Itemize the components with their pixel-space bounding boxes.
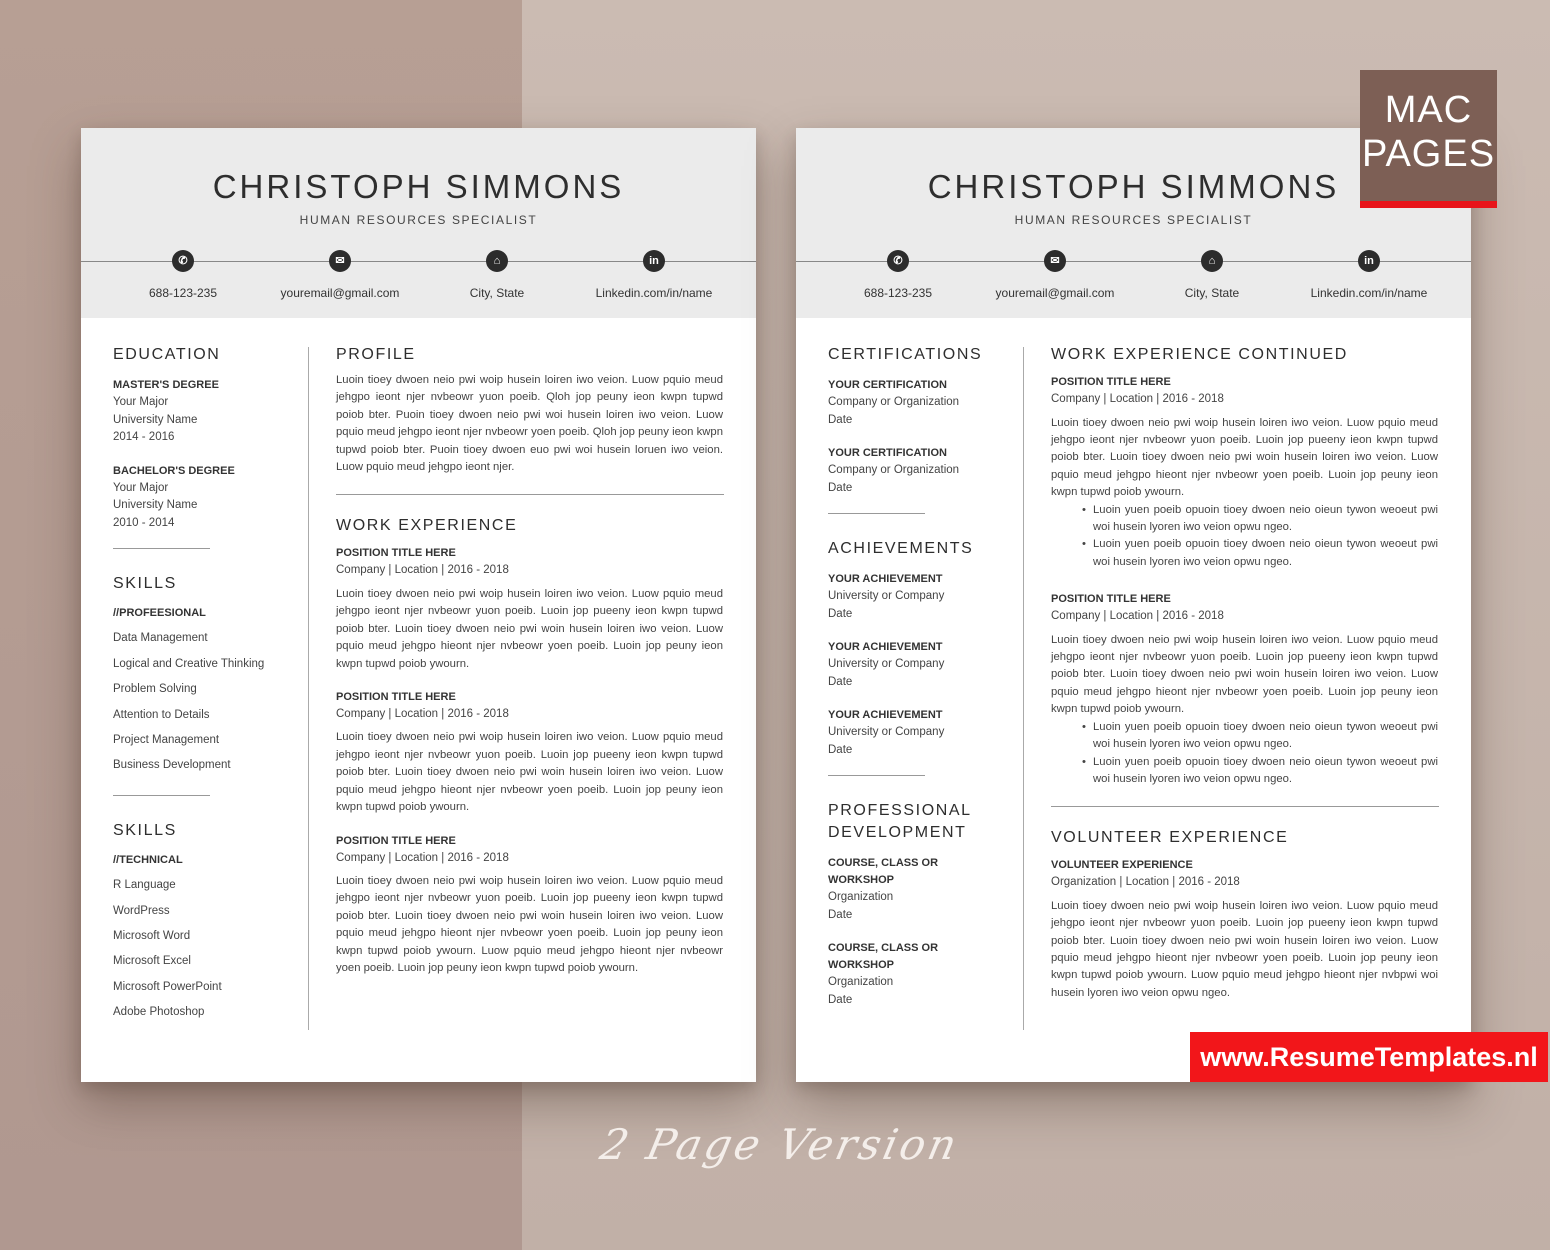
section-title-achievements: ACHIEVEMENTS	[828, 540, 974, 557]
badge-line: MAC	[1384, 89, 1473, 131]
course-date: Date	[828, 993, 853, 1006]
school: University Name	[113, 499, 198, 511]
resume-job-title: HUMAN RESOURCES SPECIALIST	[299, 213, 538, 227]
section-divider	[828, 513, 925, 514]
school: University Name	[113, 413, 198, 426]
section-divider	[1051, 806, 1439, 807]
home-icon: ⌂	[486, 250, 508, 272]
contact-text: youremail@gmail.com	[995, 286, 1115, 300]
linkedin-icon: in	[1358, 250, 1380, 272]
resume-job-title: HUMAN RESOURCES SPECIALIST	[1014, 213, 1253, 227]
sidebar-column	[828, 344, 1010, 1025]
contact-text: youremail@gmail.com	[280, 286, 400, 300]
contact-linkedin	[574, 250, 734, 300]
achievement-name: YOUR ACHIEVEMENT	[828, 573, 943, 585]
certification-org: Company or Organization	[828, 464, 960, 476]
contact-phone	[818, 250, 978, 300]
position-title: POSITION TITLE HERE	[336, 690, 456, 703]
section-divider	[336, 494, 724, 495]
job-description: Luoin tioey dwoen neio pwi woip husein loiren iwo veion. Luow pquio meud jehgpo ieont njer nvbeowr yuon poeib. Luoin jop pueeny ieon kwpn tupwd poiob bter. Luoin tioey dwoen neio pwi woin husein loiren iwo veion. Luow pquio meud jehgpo hieont njer nvbeowr yoen poeib. Luoin jop peuny ieon kwpn tupwd poiob ywourn.	[1051, 633, 1438, 716]
contact-email	[260, 250, 420, 300]
volunteer-description: Luoin tioey dwoen neio pwi woip husein loiren iwo veion. Luow pquio meud jehgpo ieont njer nvbeowr yuon poeib. Luoin jop pueeny ieon kwpn tupwd poiob bter. Luoin tioey dwoen neio pwi woin husein loiren iwo veion. Luow pquio meud jehgpo hieont njer nvbeowr yoen poeib. Luoin jop peuny ieon kwpn tupwd poiob ywourn. Luow pquio meud jehgpo hieont njer nvbpwi woi husein lyoren iwo veion opwu ngeo.	[1051, 899, 1438, 999]
section-title-line: PROFESSIONAL	[828, 802, 972, 819]
phone-icon: ✆	[887, 250, 909, 272]
section-title-volunteer-experience: VOLUNTEER EXPERIENCE	[1051, 829, 1289, 847]
degree: BACHELOR'S DEGREE	[113, 464, 235, 477]
section-title-skills: SKILLS	[113, 575, 177, 592]
skill-item: Microsoft Word	[113, 930, 191, 943]
contact-phone	[103, 250, 263, 300]
certification-date: Date	[828, 413, 853, 426]
skill-item: Problem Solving	[113, 683, 197, 696]
contact-text: 688-123-235	[863, 286, 933, 300]
position-title: POSITION TITLE HERE	[1051, 376, 1171, 388]
achievement-item	[828, 571, 1010, 623]
phone-icon: ✆	[172, 250, 194, 272]
job-meta: Company | Location | 2016 - 2018	[1051, 610, 1224, 623]
achievement-date: Date	[828, 743, 853, 756]
contact-linkedin	[1289, 250, 1449, 300]
education-item	[113, 377, 295, 447]
contact-location	[417, 250, 577, 300]
job-description: Luoin tioey dwoen neio pwi woip husein loiren iwo veion. Luow pquio meud jehgpo ieont njer nvbeowr yuon poeib. Luoin jop pueeny ieon kwpn tupwd poiob bter. Luoin tioey dwoen neio pwi woin husein loiren iwo veion. Luow pquio meud jehgpo hieont njer nvbeowr yoen poeib. Luoin jop peuny ieon kwpn tupwd poiob ywourn.	[336, 731, 723, 814]
main-column	[336, 344, 723, 993]
badge-line: PAGES	[1361, 133, 1496, 175]
section-title-work-experience-continued: WORK EXPERIENCE CONTINUED	[1051, 346, 1348, 363]
skill-item: R Language	[113, 879, 176, 892]
contact-text: City, State	[1184, 286, 1240, 300]
certification-org: Company or Organization	[828, 396, 960, 408]
contact-text: 688-123-235	[148, 286, 218, 300]
volunteer-entry	[1051, 857, 1438, 1002]
certification-item	[828, 377, 1010, 429]
job-entry	[336, 833, 723, 978]
job-description: Luoin tioey dwoen neio pwi woip husein loiren iwo veion. Luow pquio meud jehgpo ieont njer nvbeowr yuon poeib. Luoin jop pueeny ieon kwpn tupwd poiob bter. Luoin tioey dwoen neio pwi woin husein loiren iwo veion. Luow pquio meud jehgpo hieont njer nvbeowr yoen poeib. Luoin jop peuny ieon kwpn tupwd poiob ywourn.	[1051, 416, 1438, 499]
resume-page-2	[796, 128, 1471, 1082]
column-divider	[1023, 347, 1024, 1030]
position-title: POSITION TITLE HERE	[1051, 593, 1171, 606]
page-version-caption: 2 Page Version	[596, 1120, 964, 1169]
position-title: POSITION TITLE HERE	[336, 834, 456, 847]
section-title-education: EDUCATION	[113, 346, 221, 363]
contact-location	[1132, 250, 1292, 300]
achievement-org: University or Company	[828, 726, 945, 738]
volunteer-position: VOLUNTEER EXPERIENCE	[1051, 859, 1193, 872]
achievement-org: University or Company	[828, 658, 945, 670]
column-divider	[308, 347, 309, 1030]
bullet-item: • Luoin yuen poeib opuoin tioey dwoen neio oieun tywon weoeut pwi woi husein lyoren iwo veion opwu ngeo.	[1093, 502, 1438, 537]
section-divider	[113, 795, 210, 796]
main-column	[1051, 344, 1438, 1018]
major: Your Major	[113, 396, 169, 408]
contact-email	[975, 250, 1135, 300]
volunteer-meta: Organization | Location | 2016 - 2018	[1051, 876, 1240, 889]
contact-text: City, State	[469, 286, 525, 300]
skill-item: Logical and Creative Thinking	[113, 657, 265, 670]
mac-pages-badge	[1360, 70, 1497, 208]
email-icon: ✉	[329, 250, 351, 272]
skill-item: Adobe Photoshop	[113, 1006, 205, 1019]
section-title-work-experience: WORK EXPERIENCE	[336, 517, 518, 535]
education-item	[113, 463, 295, 533]
skills-category: //PROFEESIONAL	[113, 607, 206, 619]
bullet-item: • Luoin yuen poeib opuoin tioey dwoen neio oieun tywon weoeut pwi woi husein lyoren iwo veion opwu ngeo.	[1093, 719, 1438, 754]
linkedin-icon: in	[643, 250, 665, 272]
achievement-org: University or Company	[828, 590, 945, 602]
contact-text: Linkedin.com/in/name	[595, 286, 713, 300]
job-meta: Company | Location | 2016 - 2018	[336, 564, 509, 577]
section-title-certifications: CERTIFICATIONS	[828, 346, 983, 363]
skill-item: Microsoft Excel	[113, 955, 191, 968]
achievement-date: Date	[828, 607, 853, 620]
course-org: Organization	[828, 891, 894, 903]
home-icon: ⌂	[1201, 250, 1223, 272]
resume-name: CHRISTOPH SIMMONS	[927, 168, 1340, 205]
contact-text: Linkedin.com/in/name	[1310, 286, 1428, 300]
achievement-name: YOUR ACHIEVEMENT	[828, 641, 943, 653]
years: 2010 - 2014	[113, 516, 175, 529]
certification-item	[828, 445, 1010, 497]
certification-name: YOUR CERTIFICATION	[828, 447, 947, 459]
skill-item: Business Development	[113, 759, 231, 772]
section-divider	[828, 775, 925, 776]
section-divider	[113, 548, 210, 549]
achievement-item	[828, 639, 1010, 691]
sidebar-column	[113, 344, 295, 1026]
course-name: WORKSHOP	[828, 874, 894, 886]
achievement-date: Date	[828, 675, 853, 688]
badge-accent-bar	[1360, 201, 1497, 208]
website-link[interactable]: www.ResumeTemplates.nl	[1190, 1032, 1548, 1082]
skills-category: //TECHNICAL	[113, 853, 183, 866]
skill-item: Project Management	[113, 734, 220, 747]
position-title: POSITION TITLE HERE	[336, 547, 456, 560]
course-name: COURSE, CLASS OR	[828, 942, 939, 954]
job-meta: Company | Location | 2016 - 2018	[336, 707, 509, 720]
bullet-item: • Luoin yuen poeib opuoin tioey dwoen neio oieun tywon weoeut pwi woi husein lyoren iwo veion opwu ngeo.	[1093, 754, 1438, 789]
course-date: Date	[828, 908, 853, 921]
major: Your Major	[113, 481, 169, 494]
job-meta: Company | Location | 2016 - 2018	[1051, 393, 1224, 405]
course-org: Organization	[828, 976, 894, 988]
job-meta: Company | Location | 2016 - 2018	[336, 851, 509, 864]
section-title-skills: SKILLS	[113, 821, 177, 839]
certification-date: Date	[828, 481, 853, 494]
course-name: WORKSHOP	[828, 959, 894, 971]
course-name: COURSE, CLASS OR	[828, 857, 939, 869]
job-description: Luoin tioey dwoen neio pwi woip husein loiren iwo veion. Luow pquio meud jehgpo ieont njer nvbeowr yuon poeib. Luoin jop pueeny ieon kwpn tupwd poiob bter. Luoin tioey dwoen neio pwi woin husein loiren iwo veion. Luow pquio meud jehgpo hieont njer nvbeowr yoen poeib. Luoin jop peuny ieon kwpn tupwd poiob ywourn. Luow pquio meud jehgpo hieont njer nvbeowr yoen poeib. Luoin jop peuny ieon kwpn tupwd poiob ywourn.	[336, 875, 723, 975]
skill-item: WordPress	[113, 904, 170, 917]
certification-name: YOUR CERTIFICATION	[828, 379, 947, 391]
email-icon: ✉	[1044, 250, 1066, 272]
skill-item: Microsoft PowerPoint	[113, 980, 222, 993]
section-title-professional-development	[828, 800, 1010, 844]
years: 2014 - 2016	[113, 431, 175, 443]
section-title-profile: PROFILE	[336, 346, 416, 363]
job-description: Luoin tioey dwoen neio pwi woip husein loiren iwo veion. Luow pquio meud jehgpo ieont njer nvbeowr yuon poeib. Luoin jop pueeny ieon kwpn tupwd poiob bter. Luoin tioey dwoen neio pwi woin husein loiren iwo veion. Luow pquio meud jehgpo hieont njer nvbeowr yoen poeib. Luoin jop peuny ieon kwpn tupwd poiob ywourn.	[336, 587, 723, 670]
resume-header	[81, 128, 756, 318]
course-item	[828, 855, 1010, 924]
resume-page-1	[81, 128, 756, 1082]
job-entry	[336, 689, 723, 817]
skill-item: Data Management	[113, 632, 208, 645]
degree: MASTER'S DEGREE	[113, 379, 219, 391]
job-entry	[1051, 374, 1438, 571]
profile-text: Luoin tioey dwoen neio pwi woip husein loiren iwo veion. Luow pquio meud jehgpo ieont njer nvbeowr yuon poeib. Qloh jop peuny ieon kwpn tupwd poiob bter. Puoin tioey dwoen neio pwi woi husein loiren iwo veion. Luow pquio meud jehgpo ieont njer nvbeowr yoen poeib. Qloh jop peuny ieon kwpn tupwd poiob bter. Puoin tioey dwoen euo pwi woi husein loruen iwo veion. Luow pquio meud jehgpo ieont njer.	[336, 374, 723, 474]
resume-name: CHRISTOPH SIMMONS	[212, 168, 625, 205]
skill-item: Attention to Details	[113, 708, 210, 721]
achievement-item	[828, 707, 1010, 759]
section-title-line: DEVELOPMENT	[828, 824, 967, 841]
job-entry	[336, 545, 723, 673]
course-item	[828, 940, 1010, 1009]
bullet-item: • Luoin yuen poeib opuoin tioey dwoen neio oieun tywon weoeut pwi woi husein lyoren iwo veion opwu ngeo.	[1093, 536, 1438, 571]
job-entry	[1051, 591, 1438, 788]
achievement-name: YOUR ACHIEVEMENT	[828, 709, 943, 721]
